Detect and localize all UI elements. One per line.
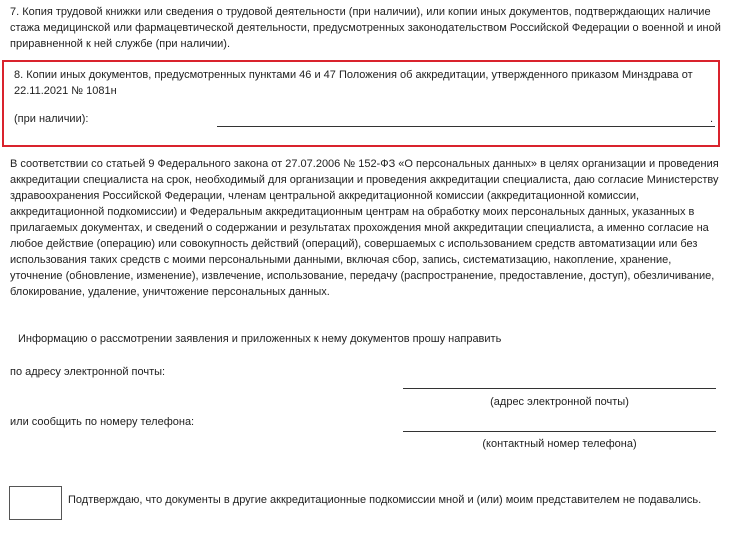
email-input-line[interactable] xyxy=(403,388,716,389)
email-caption: (адрес электронной почты) xyxy=(490,396,629,408)
consent-paragraph: В соответствии со статьей 9 Федерального закона от 27.07.2006 № 152-ФЗ «О персональных данных» в целях организации и проведения аккредитации специалиста на срок, необходимый для организации и проведения аккредитации специалиста, даю согласие Министерству здравоохранения Российской Федерации, членам центральной аккредитационной комиссии (аккредитационной комиссии, аккредитационной подкомиссии) и Федеральным аккредитационным центрам на обработку моих персональных данных, указанных в прилагаемых документах, и сведений о содержании и результатах прохождения мной аккредитации специалиста, а именно согласие на любое действие (операцию) или совокупность действий (операций), совершаемых с использованием средств автоматизации или без использования таких средств с моими персональными данными, включая сбор, запись, систематизацию, накопление, хранение, уточнение (обновление, изменение), извлечение, использование, передачу (распространение, предоставление, доступ), обезличивание, блокирование, удаление, уничтожение персональных данных. xyxy=(10,158,719,298)
phone-caption: (контактный номер телефона) xyxy=(482,438,637,450)
item-8-end-mark: . xyxy=(710,113,714,125)
phone-input-line[interactable] xyxy=(403,431,716,432)
confirm-checkbox[interactable] xyxy=(9,486,62,520)
item-7-text: 7. Копия трудовой книжки или сведения о трудовой деятельности (при наличии), или копии иных документов, подтверждающих наличие стажа медицинской или фармацевтической деятельности, предусмотренных законодательством Российской Федерации о военной и иной приравненной к ней службе (при наличии). xyxy=(10,6,721,50)
item-8-input-line[interactable] xyxy=(217,126,715,127)
item-8-label: (при наличии): xyxy=(14,113,89,125)
item-8-text: 8. Копии иных документов, предусмотренных пунктами 46 и 47 Положения об аккредитации, утвержденного приказом Минздрава от 22.11.2021 № 1081н xyxy=(14,69,693,97)
phone-label: или сообщить по номеру телефона: xyxy=(10,416,195,428)
email-label: по адресу электронной почты: xyxy=(10,366,166,378)
confirm-text: Подтверждаю, что документы в другие аккредитационные подкомиссии мной и (или) моим представителем не подавались. xyxy=(68,494,702,506)
info-paragraph: Информацию о рассмотрении заявления и приложенных к нему документов прошу направить xyxy=(18,333,502,345)
item-8-highlight-box xyxy=(2,60,720,147)
